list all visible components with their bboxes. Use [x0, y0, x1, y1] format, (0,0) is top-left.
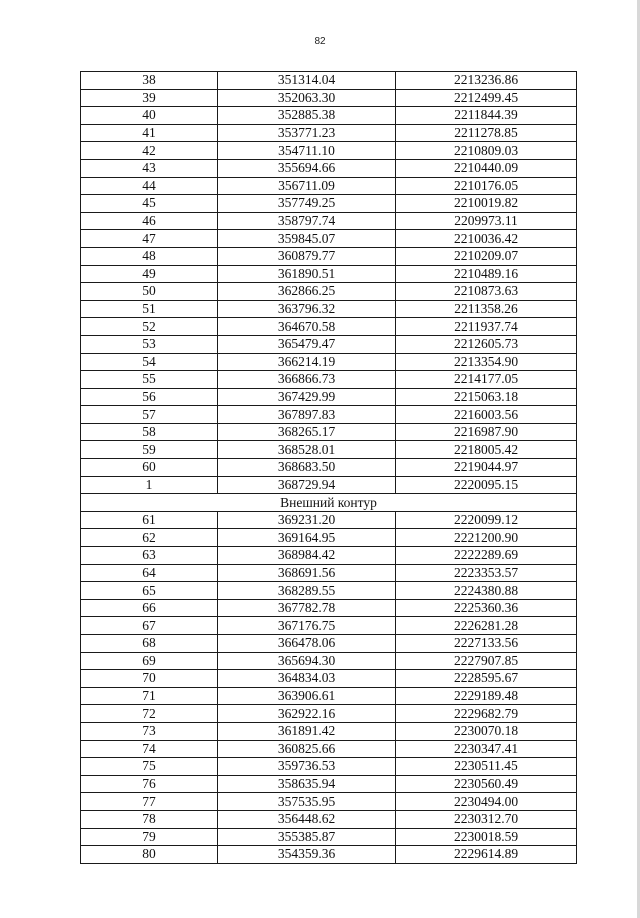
table-row — [81, 388, 577, 406]
x-coordinate-cell: 352885.38 — [218, 107, 396, 125]
y-coordinate-cell: 2230070.18 — [396, 722, 577, 740]
table-row — [81, 846, 577, 864]
point-number-cell: 74 — [81, 740, 218, 758]
point-number-cell: 58 — [81, 423, 218, 441]
x-coordinate-cell: 362922.16 — [218, 705, 396, 723]
table-row — [81, 335, 577, 353]
table-row — [81, 775, 577, 793]
table-row — [81, 353, 577, 371]
page-number: 82 — [314, 36, 326, 47]
y-coordinate-cell: 2209973.11 — [396, 212, 577, 230]
point-number-cell: 40 — [81, 107, 218, 125]
table-row — [81, 564, 577, 582]
x-coordinate-cell: 363796.32 — [218, 300, 396, 318]
table-row — [81, 687, 577, 705]
x-coordinate-cell: 357535.95 — [218, 793, 396, 811]
x-coordinate-cell: 356711.09 — [218, 177, 396, 195]
point-number-cell: 69 — [81, 652, 218, 670]
table-row — [81, 635, 577, 653]
point-number-cell: 1 — [81, 476, 218, 494]
y-coordinate-cell: 2210036.42 — [396, 230, 577, 248]
table-row — [81, 159, 577, 177]
table-row — [81, 740, 577, 758]
table-row — [81, 652, 577, 670]
table-row — [81, 441, 577, 459]
y-coordinate-cell: 2210209.07 — [396, 247, 577, 265]
point-number-cell: 78 — [81, 810, 218, 828]
y-coordinate-cell: 2222289.69 — [396, 547, 577, 565]
y-coordinate-cell: 2212499.45 — [396, 89, 577, 107]
x-coordinate-cell: 357749.25 — [218, 195, 396, 213]
y-coordinate-cell: 2227133.56 — [396, 635, 577, 653]
coordinates-table — [80, 71, 577, 864]
y-coordinate-cell: 2211278.85 — [396, 124, 577, 142]
point-number-cell: 67 — [81, 617, 218, 635]
x-coordinate-cell: 361890.51 — [218, 265, 396, 283]
x-coordinate-cell: 368265.17 — [218, 423, 396, 441]
y-coordinate-cell: 2211844.39 — [396, 107, 577, 125]
point-number-cell: 46 — [81, 212, 218, 230]
point-number-cell: 51 — [81, 300, 218, 318]
y-coordinate-cell: 2215063.18 — [396, 388, 577, 406]
y-coordinate-cell: 2216003.56 — [396, 406, 577, 424]
x-coordinate-cell: 367176.75 — [218, 617, 396, 635]
x-coordinate-cell: 366214.19 — [218, 353, 396, 371]
table-row — [81, 828, 577, 846]
x-coordinate-cell: 359845.07 — [218, 230, 396, 248]
x-coordinate-cell: 356448.62 — [218, 810, 396, 828]
x-coordinate-cell: 363906.61 — [218, 687, 396, 705]
x-coordinate-cell: 359736.53 — [218, 758, 396, 776]
y-coordinate-cell: 2213236.86 — [396, 72, 577, 90]
table-row — [81, 529, 577, 547]
y-coordinate-cell: 2229614.89 — [396, 846, 577, 864]
y-coordinate-cell: 2230018.59 — [396, 828, 577, 846]
point-number-cell: 71 — [81, 687, 218, 705]
table-row — [81, 599, 577, 617]
x-coordinate-cell: 367897.83 — [218, 406, 396, 424]
point-number-cell: 45 — [81, 195, 218, 213]
table-row — [81, 142, 577, 160]
y-coordinate-cell: 2227907.85 — [396, 652, 577, 670]
point-number-cell: 43 — [81, 159, 218, 177]
x-coordinate-cell: 365694.30 — [218, 652, 396, 670]
x-coordinate-cell: 368528.01 — [218, 441, 396, 459]
x-coordinate-cell: 369164.95 — [218, 529, 396, 547]
point-number-cell: 80 — [81, 846, 218, 864]
table-row — [81, 177, 577, 195]
y-coordinate-cell: 2210489.16 — [396, 265, 577, 283]
table-row — [81, 582, 577, 600]
x-coordinate-cell: 367429.99 — [218, 388, 396, 406]
x-coordinate-cell: 366478.06 — [218, 635, 396, 653]
x-coordinate-cell: 351314.04 — [218, 72, 396, 90]
y-coordinate-cell: 2230560.49 — [396, 775, 577, 793]
table-row — [81, 124, 577, 142]
x-coordinate-cell: 367782.78 — [218, 599, 396, 617]
point-number-cell: 70 — [81, 670, 218, 688]
y-coordinate-cell: 2211358.26 — [396, 300, 577, 318]
point-number-cell: 44 — [81, 177, 218, 195]
point-number-cell: 54 — [81, 353, 218, 371]
y-coordinate-cell: 2230511.45 — [396, 758, 577, 776]
table-row — [81, 247, 577, 265]
table-row — [81, 318, 577, 336]
x-coordinate-cell: 362866.25 — [218, 283, 396, 301]
x-coordinate-cell: 355694.66 — [218, 159, 396, 177]
table-row — [81, 722, 577, 740]
table-row — [81, 511, 577, 529]
point-number-cell: 41 — [81, 124, 218, 142]
x-coordinate-cell: 360879.77 — [218, 247, 396, 265]
x-coordinate-cell: 354359.36 — [218, 846, 396, 864]
point-number-cell: 60 — [81, 459, 218, 477]
point-number-cell: 50 — [81, 283, 218, 301]
x-coordinate-cell: 358797.74 — [218, 212, 396, 230]
table-row — [81, 212, 577, 230]
point-number-cell: 42 — [81, 142, 218, 160]
x-coordinate-cell: 368691.56 — [218, 564, 396, 582]
table-row — [81, 793, 577, 811]
y-coordinate-cell: 2211937.74 — [396, 318, 577, 336]
point-number-cell: 64 — [81, 564, 218, 582]
point-number-cell: 77 — [81, 793, 218, 811]
y-coordinate-cell: 2214177.05 — [396, 371, 577, 389]
y-coordinate-cell: 2212605.73 — [396, 335, 577, 353]
y-coordinate-cell: 2210809.03 — [396, 142, 577, 160]
point-number-cell: 56 — [81, 388, 218, 406]
point-number-cell: 49 — [81, 265, 218, 283]
x-coordinate-cell: 352063.30 — [218, 89, 396, 107]
point-number-cell: 79 — [81, 828, 218, 846]
y-coordinate-cell: 2210176.05 — [396, 177, 577, 195]
table-row — [81, 810, 577, 828]
point-number-cell: 73 — [81, 722, 218, 740]
point-number-cell: 48 — [81, 247, 218, 265]
point-number-cell: 55 — [81, 371, 218, 389]
x-coordinate-cell: 364670.58 — [218, 318, 396, 336]
y-coordinate-cell: 2210873.63 — [396, 283, 577, 301]
y-coordinate-cell: 2224380.88 — [396, 582, 577, 600]
y-coordinate-cell: 2220095.15 — [396, 476, 577, 494]
y-coordinate-cell: 2229189.48 — [396, 687, 577, 705]
y-coordinate-cell: 2226281.28 — [396, 617, 577, 635]
point-number-cell: 53 — [81, 335, 218, 353]
y-coordinate-cell: 2219044.97 — [396, 459, 577, 477]
point-number-cell: 59 — [81, 441, 218, 459]
x-coordinate-cell: 358635.94 — [218, 775, 396, 793]
table-row — [81, 230, 577, 248]
table-row — [81, 758, 577, 776]
y-coordinate-cell: 2230494.00 — [396, 793, 577, 811]
y-coordinate-cell: 2210440.09 — [396, 159, 577, 177]
table-row — [81, 459, 577, 477]
y-coordinate-cell: 2225360.36 — [396, 599, 577, 617]
x-coordinate-cell: 369231.20 — [218, 511, 396, 529]
table-row — [81, 617, 577, 635]
point-number-cell: 57 — [81, 406, 218, 424]
table-row — [81, 547, 577, 565]
y-coordinate-cell: 2229682.79 — [396, 705, 577, 723]
point-number-cell: 62 — [81, 529, 218, 547]
table-row — [81, 705, 577, 723]
point-number-cell: 52 — [81, 318, 218, 336]
table-row — [81, 300, 577, 318]
y-coordinate-cell: 2213354.90 — [396, 353, 577, 371]
table-row — [81, 89, 577, 107]
table-row — [81, 476, 577, 494]
table-row — [81, 265, 577, 283]
point-number-cell: 39 — [81, 89, 218, 107]
section-row — [81, 494, 577, 512]
y-coordinate-cell: 2216987.90 — [396, 423, 577, 441]
x-coordinate-cell: 354711.10 — [218, 142, 396, 160]
x-coordinate-cell: 368683.50 — [218, 459, 396, 477]
x-coordinate-cell: 368289.55 — [218, 582, 396, 600]
table-row — [81, 423, 577, 441]
x-coordinate-cell: 364834.03 — [218, 670, 396, 688]
x-coordinate-cell: 368729.94 — [218, 476, 396, 494]
table-row — [81, 371, 577, 389]
y-coordinate-cell: 2230347.41 — [396, 740, 577, 758]
x-coordinate-cell: 366866.73 — [218, 371, 396, 389]
point-number-cell: 72 — [81, 705, 218, 723]
x-coordinate-cell: 365479.47 — [218, 335, 396, 353]
table-row — [81, 107, 577, 125]
table-row — [81, 670, 577, 688]
point-number-cell: 38 — [81, 72, 218, 90]
x-coordinate-cell: 360825.66 — [218, 740, 396, 758]
point-number-cell: 61 — [81, 511, 218, 529]
y-coordinate-cell: 2221200.90 — [396, 529, 577, 547]
table-row — [81, 72, 577, 90]
y-coordinate-cell: 2210019.82 — [396, 195, 577, 213]
x-coordinate-cell: 368984.42 — [218, 547, 396, 565]
table-row — [81, 195, 577, 213]
point-number-cell: 63 — [81, 547, 218, 565]
x-coordinate-cell: 361891.42 — [218, 722, 396, 740]
y-coordinate-cell: 2230312.70 — [396, 810, 577, 828]
y-coordinate-cell: 2220099.12 — [396, 511, 577, 529]
y-coordinate-cell: 2218005.42 — [396, 441, 577, 459]
point-number-cell: 76 — [81, 775, 218, 793]
x-coordinate-cell: 353771.23 — [218, 124, 396, 142]
point-number-cell: 65 — [81, 582, 218, 600]
x-coordinate-cell: 355385.87 — [218, 828, 396, 846]
coordinates-table-body — [81, 72, 577, 864]
y-coordinate-cell: 2223353.57 — [396, 564, 577, 582]
point-number-cell: 75 — [81, 758, 218, 776]
table-row — [81, 283, 577, 301]
point-number-cell: 66 — [81, 599, 218, 617]
y-coordinate-cell: 2228595.67 — [396, 670, 577, 688]
section-title: Внешний контур — [81, 494, 577, 512]
table-row — [81, 406, 577, 424]
point-number-cell: 47 — [81, 230, 218, 248]
point-number-cell: 68 — [81, 635, 218, 653]
